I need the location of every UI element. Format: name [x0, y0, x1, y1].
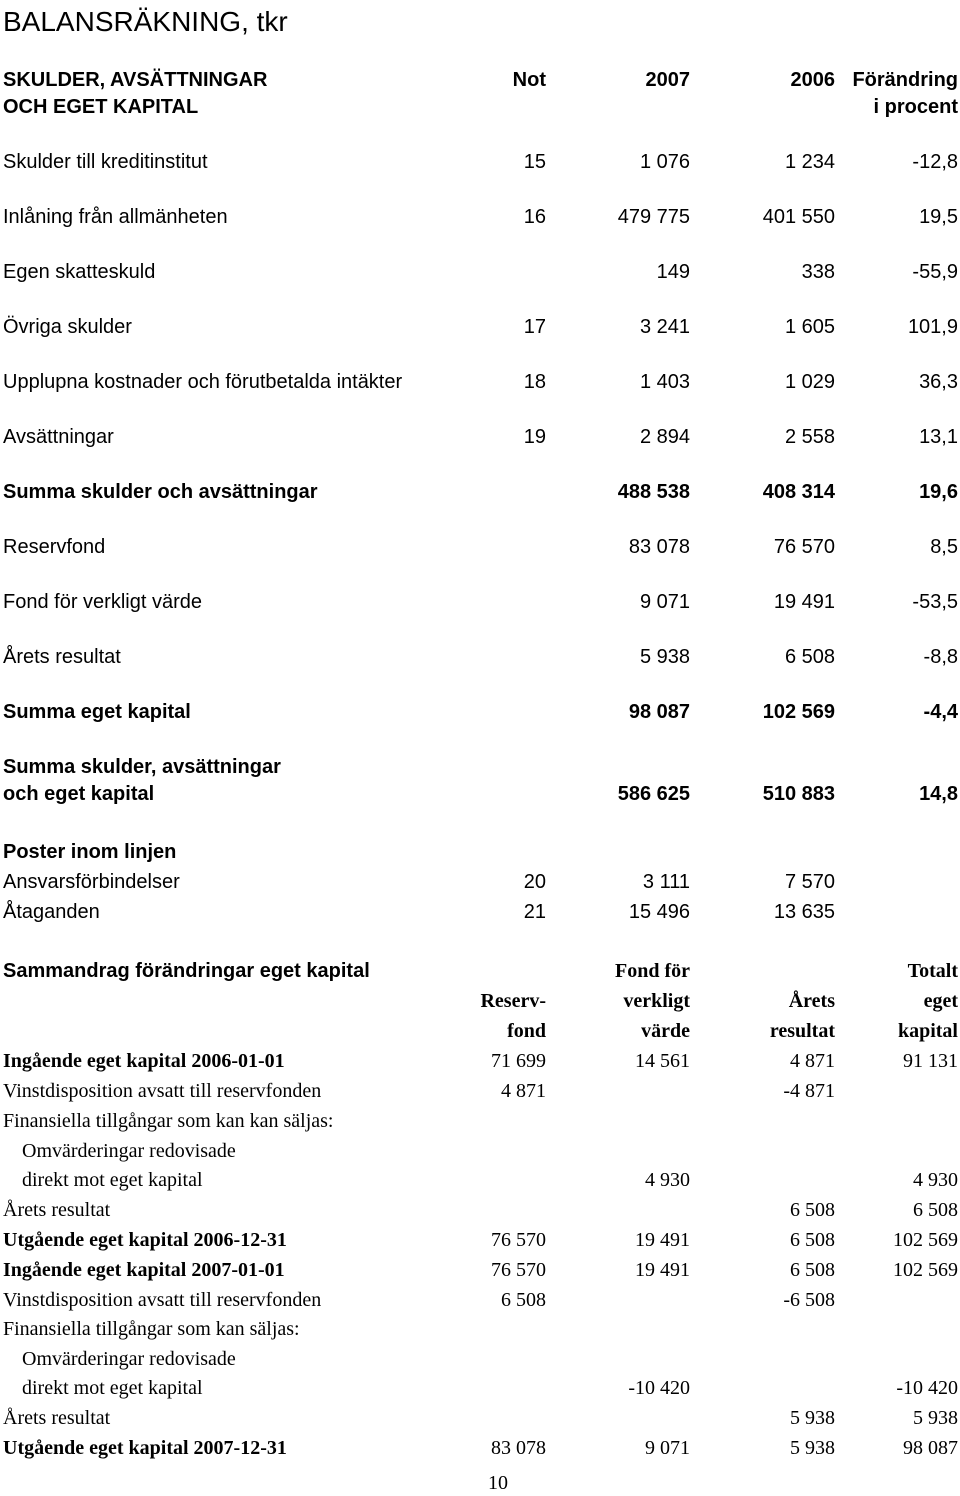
table-row: [0, 1405, 960, 1431]
row-label: Åtaganden: [3, 901, 100, 923]
table-row: [0, 1138, 960, 1164]
row-value-2006: 1 605: [784, 316, 835, 338]
section-heading: Poster inom linjen: [3, 841, 177, 863]
row-label: Årets resultat: [3, 646, 121, 668]
page-number: 10: [488, 1472, 508, 1494]
row-value-2007: 586 625: [617, 783, 690, 805]
row-value-2007: 488 538: [617, 481, 690, 503]
row-change: -53,5: [912, 591, 958, 613]
row-change: 13,1: [919, 426, 958, 448]
header-label-line2: OCH EGET KAPITAL: [3, 96, 199, 118]
row-result: -4 871: [783, 1080, 835, 1102]
table-row: [0, 869, 960, 895]
row-label: Ingående eget kapital 2006-01-01: [3, 1050, 285, 1072]
row-value-2007: 9 071: [639, 591, 690, 613]
row-value-2006: 19 491: [773, 591, 835, 613]
row-value-2006: 510 883: [762, 783, 835, 805]
table-row: [0, 1227, 960, 1253]
table-row: [0, 424, 960, 450]
col-total-line2: eget: [923, 990, 958, 1012]
row-label-line2: och eget kapital: [3, 783, 155, 805]
row-label: Inlåning från allmänheten: [3, 206, 228, 228]
row-total: 98 087: [903, 1437, 958, 1459]
row-change: 101,9: [907, 316, 958, 338]
row-value-2006: 401 550: [762, 206, 835, 228]
row-value-2006: 1 234: [784, 151, 835, 173]
row-label: Utgående eget kapital 2007-12-31: [3, 1437, 287, 1459]
balance-header-row-2: [0, 94, 960, 120]
row-not: 21: [523, 901, 546, 923]
row-change: 19,6: [919, 481, 958, 503]
row-change: 19,5: [919, 206, 958, 228]
table-row: [0, 149, 960, 175]
row-value-2007: 2 894: [639, 426, 690, 448]
row-label: Finansiella tillgångar som kan säljas:: [3, 1318, 300, 1340]
header-col-change-line1: Förändring: [852, 69, 958, 91]
row-not: 19: [523, 426, 546, 448]
row-label: Summa skulder och avsättningar: [3, 481, 318, 503]
row-change: 8,5: [930, 536, 958, 558]
row-label: Reservfond: [3, 536, 106, 558]
row-result: 6 508: [790, 1229, 835, 1251]
row-change: -4,4: [923, 701, 958, 723]
sum-total-row-2: [0, 781, 960, 807]
row-label: direkt mot eget kapital: [22, 1377, 203, 1399]
table-row: [0, 644, 960, 670]
table-row: [0, 1167, 960, 1193]
col-result-line2: Årets: [788, 990, 835, 1012]
row-total: 102 569: [893, 1259, 958, 1281]
table-row: [0, 204, 960, 230]
table-row: [0, 589, 960, 615]
row-total: 91 131: [903, 1050, 958, 1072]
table-row: [0, 899, 960, 925]
row-change: -8,8: [923, 646, 958, 668]
row-label: Årets resultat: [3, 1407, 111, 1429]
row-reserve: 6 508: [501, 1289, 546, 1311]
row-value-2007: 83 078: [628, 536, 690, 558]
col-result-line3: resultat: [769, 1020, 835, 1042]
row-label: Årets resultat: [3, 1199, 111, 1221]
row-label: Skulder till kreditinstitut: [3, 151, 208, 173]
changes-header-row-2: [0, 988, 960, 1014]
col-fund-line3: värde: [641, 1020, 690, 1042]
row-value-2006: 1 029: [784, 371, 835, 393]
row-fund: 19 491: [635, 1259, 690, 1281]
col-total-line1: Totalt: [907, 960, 958, 982]
changes-header-row-1: [0, 958, 960, 984]
table-row: [0, 1078, 960, 1104]
balance-header-row-1: [0, 67, 960, 93]
row-not: 17: [523, 316, 546, 338]
row-value-2006: 7 570: [784, 871, 835, 893]
row-change: -12,8: [912, 151, 958, 173]
row-not: 15: [523, 151, 546, 173]
header-col-change-line2: i procent: [873, 96, 958, 118]
page-title: BALANSRÄKNING, tkr: [3, 6, 288, 37]
sum-liabilities-row: [0, 479, 960, 505]
col-fund-line2: verkligt: [623, 990, 690, 1012]
row-total: 102 569: [893, 1229, 958, 1251]
row-change: -55,9: [912, 261, 958, 283]
row-label: Finansiella tillgångar som kan kan säljas:: [3, 1110, 334, 1132]
row-reserve: 76 570: [491, 1229, 546, 1251]
table-row: [0, 1197, 960, 1223]
row-value-2007: 3 111: [642, 871, 690, 893]
row-reserve: 71 699: [491, 1050, 546, 1072]
row-result: 4 871: [790, 1050, 835, 1072]
table-row: [0, 369, 960, 395]
row-value-2007: 1 403: [639, 371, 690, 393]
row-change: 36,3: [919, 371, 958, 393]
header-label-line1: SKULDER, AVSÄTTNINGAR: [3, 69, 268, 91]
row-label: Egen skatteskuld: [3, 261, 156, 283]
row-not: 20: [523, 871, 546, 893]
row-total: 4 930: [913, 1169, 958, 1191]
table-row: [0, 314, 960, 340]
row-total: -10 420: [896, 1377, 958, 1399]
row-label: Omvärderingar redovisade: [22, 1348, 236, 1370]
col-reserve-line3: fond: [507, 1020, 546, 1042]
row-result: 5 938: [790, 1437, 835, 1459]
row-value-2006: 102 569: [762, 701, 835, 723]
row-reserve: 76 570: [491, 1259, 546, 1281]
row-label: Fond för verkligt värde: [3, 591, 202, 613]
row-value-2006: 408 314: [762, 481, 835, 503]
row-label: Upplupna kostnader och förutbetalda intäkter: [3, 371, 403, 393]
row-fund: -10 420: [628, 1377, 690, 1399]
col-fund-line1: Fond för: [615, 960, 690, 982]
row-value-2007: 1 076: [639, 151, 690, 173]
table-row: [0, 1287, 960, 1313]
row-value-2006: 76 570: [773, 536, 835, 558]
changes-header-row-3: [0, 1018, 960, 1044]
row-label: Utgående eget kapital 2006-12-31: [3, 1229, 287, 1251]
sum-total-row-1: [0, 754, 960, 780]
header-col-not: Not: [512, 69, 546, 91]
col-total-line3: kapital: [897, 1020, 958, 1042]
row-result: -6 508: [783, 1289, 835, 1311]
row-fund: 19 491: [635, 1229, 690, 1251]
col-reserve-line2: Reserv-: [480, 990, 546, 1012]
row-label: Vinstdisposition avsatt till reservfonden: [3, 1289, 322, 1311]
row-reserve: 4 871: [501, 1080, 546, 1102]
row-fund: 4 930: [645, 1169, 690, 1191]
row-not: 16: [523, 206, 546, 228]
table-row: [0, 1257, 960, 1283]
header-col-2006: 2006: [790, 69, 835, 91]
table-row: [0, 534, 960, 560]
row-label: Ingående eget kapital 2007-01-01: [3, 1259, 285, 1281]
table-row: [0, 1316, 960, 1342]
row-value-2007: 98 087: [628, 701, 690, 723]
sum-equity-row: [0, 699, 960, 725]
row-fund: 9 071: [645, 1437, 690, 1459]
row-value-2007: 5 938: [639, 646, 690, 668]
table-row: [0, 1375, 960, 1401]
table-row: [0, 259, 960, 285]
row-value-2006: 338: [801, 261, 835, 283]
row-value-2007: 3 241: [639, 316, 690, 338]
row-result: 6 508: [790, 1199, 835, 1221]
row-value-2007: 479 775: [617, 206, 690, 228]
row-result: 6 508: [790, 1259, 835, 1281]
row-label: Summa eget kapital: [3, 701, 191, 723]
row-value-2006: 13 635: [773, 901, 835, 923]
row-total: 5 938: [913, 1407, 958, 1429]
off-balance-heading: [0, 839, 960, 865]
table-row: [0, 1346, 960, 1372]
row-reserve: 83 078: [491, 1437, 546, 1459]
row-label-line1: Summa skulder, avsättningar: [3, 756, 281, 778]
row-label: Ansvarsförbindelser: [3, 871, 180, 893]
row-total: 6 508: [913, 1199, 958, 1221]
row-value-2006: 2 558: [784, 426, 835, 448]
table-row: [0, 1108, 960, 1134]
row-label: Övriga skulder: [3, 316, 132, 338]
row-label: Vinstdisposition avsatt till reservfonden: [3, 1080, 322, 1102]
row-not: 18: [523, 371, 546, 393]
row-label: direkt mot eget kapital: [22, 1169, 203, 1191]
section-heading: Sammandrag förändringar eget kapital: [3, 960, 370, 982]
table-row: [0, 1435, 960, 1461]
row-label: Avsättningar: [3, 426, 114, 448]
row-value-2007: 15 496: [628, 901, 690, 923]
row-fund: 14 561: [635, 1050, 690, 1072]
row-value-2006: 6 508: [784, 646, 835, 668]
table-row: [0, 1048, 960, 1074]
row-label: Omvärderingar redovisade: [22, 1140, 236, 1162]
row-result: 5 938: [790, 1407, 835, 1429]
row-change: 14,8: [919, 783, 958, 805]
row-value-2007: 149: [656, 261, 690, 283]
header-col-2007: 2007: [645, 69, 690, 91]
